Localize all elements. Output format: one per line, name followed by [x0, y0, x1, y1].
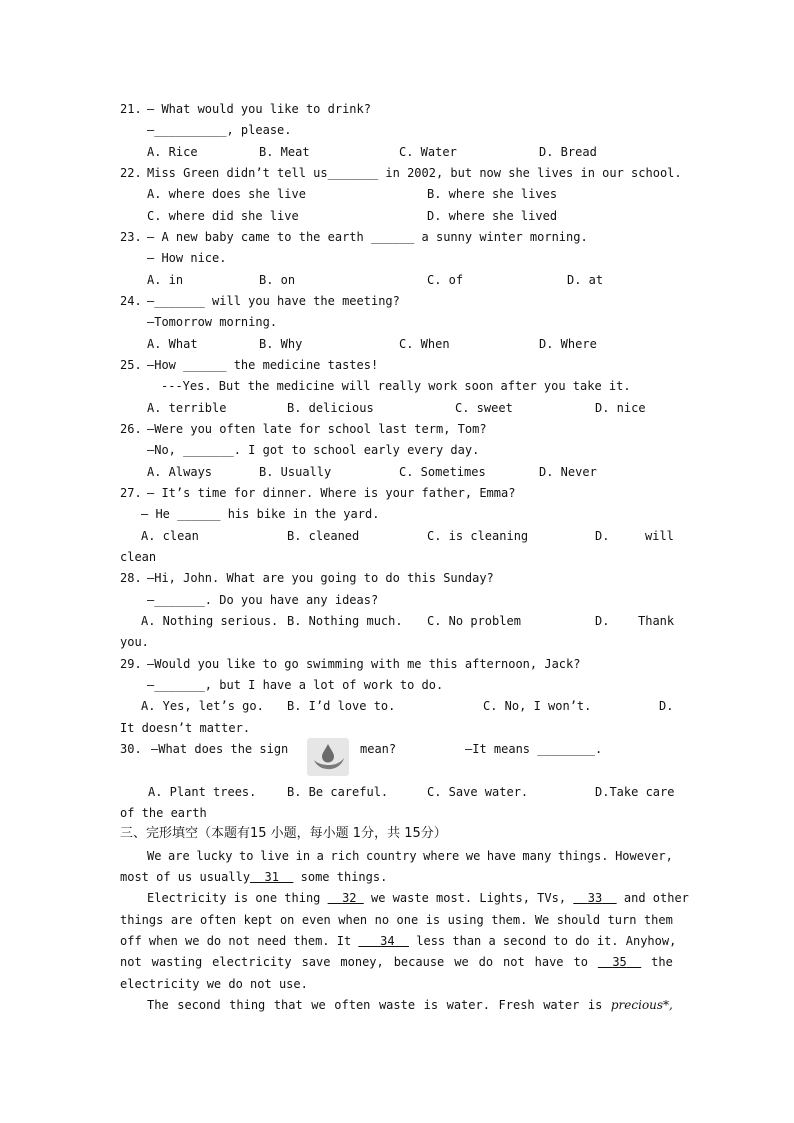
q28-option-b: B. Nothing much.: [287, 614, 403, 628]
q23-number: 23.: [120, 230, 142, 244]
q25-option-d: D. nice: [595, 401, 646, 415]
q24-line1: —_______ will you have the meeting?: [147, 294, 400, 308]
word: many: [522, 849, 552, 863]
word: Fresh: [498, 998, 535, 1012]
word: water.: [446, 998, 490, 1012]
q26-option-b: B. Usually: [259, 465, 332, 479]
q25-line2: ---Yes. But the medicine will really work soon after you take it.: [161, 379, 631, 393]
word: things: [120, 913, 164, 927]
q27-number: 27.: [120, 486, 142, 500]
word: We: [147, 849, 162, 863]
word: have: [486, 849, 516, 863]
q21-line2: —__________, please.: [147, 123, 292, 137]
text: less than a second to do it. Anyhow,: [409, 934, 677, 948]
word: country: [365, 849, 417, 863]
word: second: [177, 998, 221, 1012]
p3-line1: [147, 997, 673, 1013]
word: we: [465, 849, 481, 863]
q26-number: 26.: [120, 422, 142, 436]
q26-option-d: D. Never: [539, 465, 597, 479]
text: Electricity is one thing: [147, 891, 328, 905]
blank-32: 32: [342, 891, 357, 905]
q28-number: 28.: [120, 571, 142, 585]
q25-number: 25.: [120, 358, 142, 372]
p2-line3: [120, 933, 676, 949]
q27-option-d-text: will: [645, 529, 674, 543]
q21-number: 21.: [120, 102, 142, 116]
q30-option-b: B. Be careful.: [287, 785, 389, 799]
q29-line1: —Would you like to go swimming with me this afternoon, Jack?: [147, 657, 581, 671]
word: electricity: [212, 955, 292, 969]
blank-33: 33: [587, 891, 603, 905]
word: where: [423, 849, 460, 863]
section-heading: 三、完形填空（本题有15 小题，每小题 1分，共 15分）: [120, 826, 447, 841]
q26-line1: —Were you often late for school last term, Tom?: [147, 422, 487, 436]
word: However,: [615, 849, 673, 863]
text: off when we do not need them. It: [120, 934, 359, 948]
q24-option-c: C. When: [399, 337, 450, 351]
word: using: [447, 913, 484, 927]
word: when: [338, 913, 368, 927]
blank-34: 34: [380, 934, 395, 948]
q24-number: 24.: [120, 294, 142, 308]
p2-line5: electricity we do not use.: [120, 977, 308, 991]
word: one: [396, 913, 419, 927]
q24-option-a: A. What: [147, 337, 198, 351]
word: live: [260, 849, 289, 863]
q23-line2: — How nice.: [147, 251, 227, 265]
word: save: [301, 955, 331, 969]
q27-line1: — It’s time for dinner. Where is your father, Emma?: [147, 486, 516, 500]
word: we: [454, 955, 469, 969]
q28-option-a: A. Nothing serious.: [141, 614, 279, 628]
q27-option-c: C. is cleaning: [427, 529, 529, 543]
q24-line2: —Tomorrow morning.: [147, 315, 278, 329]
word: not: [503, 955, 525, 969]
q29-wrap: It doesn’t matter.: [120, 721, 251, 735]
q30-option-c: C. Save water.: [427, 785, 529, 799]
q29-option-d: D.: [659, 699, 674, 713]
q22-line1: Miss Green didn’t tell us_______ in 2002, but now she lives in our school.: [147, 166, 682, 180]
q26-option-a: A. Always: [147, 465, 213, 479]
word: money,: [340, 955, 384, 969]
q27-option-d: D.: [595, 529, 610, 543]
word: kept: [243, 913, 273, 927]
word: should: [556, 913, 601, 927]
word: rich: [330, 849, 360, 863]
word: are: [168, 849, 190, 863]
q29-line2: —_______, but I have a lot of work to do.: [147, 678, 444, 692]
word: no: [374, 913, 390, 927]
word: not: [120, 955, 142, 969]
q23-option-c: C. of: [427, 273, 464, 287]
word: wasting: [151, 955, 203, 969]
blank-35: 35: [612, 955, 627, 969]
p2-line2: [120, 912, 673, 928]
q24-option-d: D. Where: [539, 337, 597, 351]
q30-line3: —It means ________.: [465, 742, 603, 756]
word: thing: [229, 998, 266, 1012]
word: often: [199, 913, 237, 927]
q23-option-b: B. on: [259, 273, 296, 287]
q25-option-a: A. terrible: [147, 401, 227, 415]
word: a: [316, 849, 324, 863]
q22-option-b: B. where she lives: [427, 187, 558, 201]
q27-option-b: B. cleaned: [287, 529, 360, 543]
q30-line2: mean?: [360, 742, 397, 756]
blank-31: 31: [264, 870, 279, 884]
word: waste: [378, 998, 416, 1012]
q29-option-a: A. Yes, let’s go.: [141, 699, 264, 713]
q25-line1: —How ______ the medicine tastes!: [147, 358, 379, 372]
q23-option-a: A. in: [147, 273, 184, 287]
word: in: [295, 849, 311, 863]
word: are: [170, 913, 193, 927]
text: we waste most. Lights, TVs,: [363, 891, 574, 905]
word: We: [534, 913, 550, 927]
q21-option-d: D. Bread: [539, 145, 597, 159]
word: that: [273, 998, 303, 1012]
q22-number: 22.: [120, 166, 142, 180]
q30-option-a: A. Plant trees.: [148, 785, 257, 799]
word: because: [393, 955, 445, 969]
word: lucky: [196, 849, 233, 863]
word: turn: [607, 913, 637, 927]
word: is: [587, 998, 603, 1012]
q24-option-b: B. Why: [259, 337, 303, 351]
q27-line2: — He ______ his bike in the yard.: [141, 507, 380, 521]
word: on: [279, 913, 295, 927]
q27-option-a: A. clean: [141, 529, 199, 543]
word: The: [147, 998, 169, 1012]
q29-option-b: B. I’d love to.: [287, 699, 396, 713]
q29-option-c: C. No, I won’t.: [483, 699, 592, 713]
word: to: [573, 955, 588, 969]
q30-line1: —What does the sign: [151, 742, 289, 756]
q28-option-d-text: Thank: [638, 614, 675, 628]
text: and other: [616, 891, 689, 905]
q30-option-d: D.Take care: [595, 785, 675, 799]
q28-wrap: you.: [120, 635, 149, 649]
q26-option-c: C. Sometimes: [399, 465, 486, 479]
p1-line1: [147, 848, 673, 864]
q26-line2: —No, _______. I got to school early every day.: [147, 443, 480, 457]
q28-line2: —_______. Do you have any ideas?: [147, 593, 379, 607]
word: is: [423, 998, 439, 1012]
word: them.: [491, 913, 528, 927]
q22-option-c: C. where did she live: [147, 209, 299, 223]
q25-option-b: B. delicious: [287, 401, 374, 415]
q25-option-c: C. sweet: [455, 401, 513, 415]
p2-line4: [120, 954, 673, 970]
word: we: [311, 998, 326, 1012]
q21-option-b: B. Meat: [259, 145, 310, 159]
word: is: [425, 913, 441, 927]
italic-word: precious*,: [610, 998, 673, 1012]
q21-option-a: A. Rice: [147, 145, 198, 159]
p2-line1: [147, 890, 689, 906]
q22-option-a: A. where does she live: [147, 187, 306, 201]
text: some things.: [293, 870, 388, 884]
word: have: [534, 955, 564, 969]
q29-number: 29.: [120, 657, 142, 671]
text: most of us usually: [120, 870, 251, 884]
q28-line1: —Hi, John. What are you going to do this Sunday?: [147, 571, 494, 585]
word: often: [334, 998, 371, 1012]
q28-option-c: C. No problem: [427, 614, 521, 628]
q28-option-d: D.: [595, 614, 610, 628]
word: do: [478, 955, 494, 969]
word: to: [239, 849, 254, 863]
q30-wrap: of the earth: [120, 806, 207, 820]
q23-option-d: D. at: [567, 273, 604, 287]
word: even: [301, 913, 331, 927]
q30-number: 30.: [120, 742, 142, 756]
save-water-sign-icon: [307, 738, 349, 776]
word: things.: [557, 849, 609, 863]
q23-line1: — A new baby came to the earth ______ a sunny winter morning.: [147, 230, 588, 244]
word: the: [651, 955, 673, 969]
q22-option-d: D. where she lived: [427, 209, 558, 223]
word: them: [643, 913, 673, 927]
q21-option-c: C. Water: [399, 145, 457, 159]
q21-line1: — What would you like to drink?: [147, 102, 371, 116]
q27-wrap: clean: [120, 550, 157, 564]
word: water: [543, 998, 580, 1012]
p1-line2: [120, 869, 387, 885]
